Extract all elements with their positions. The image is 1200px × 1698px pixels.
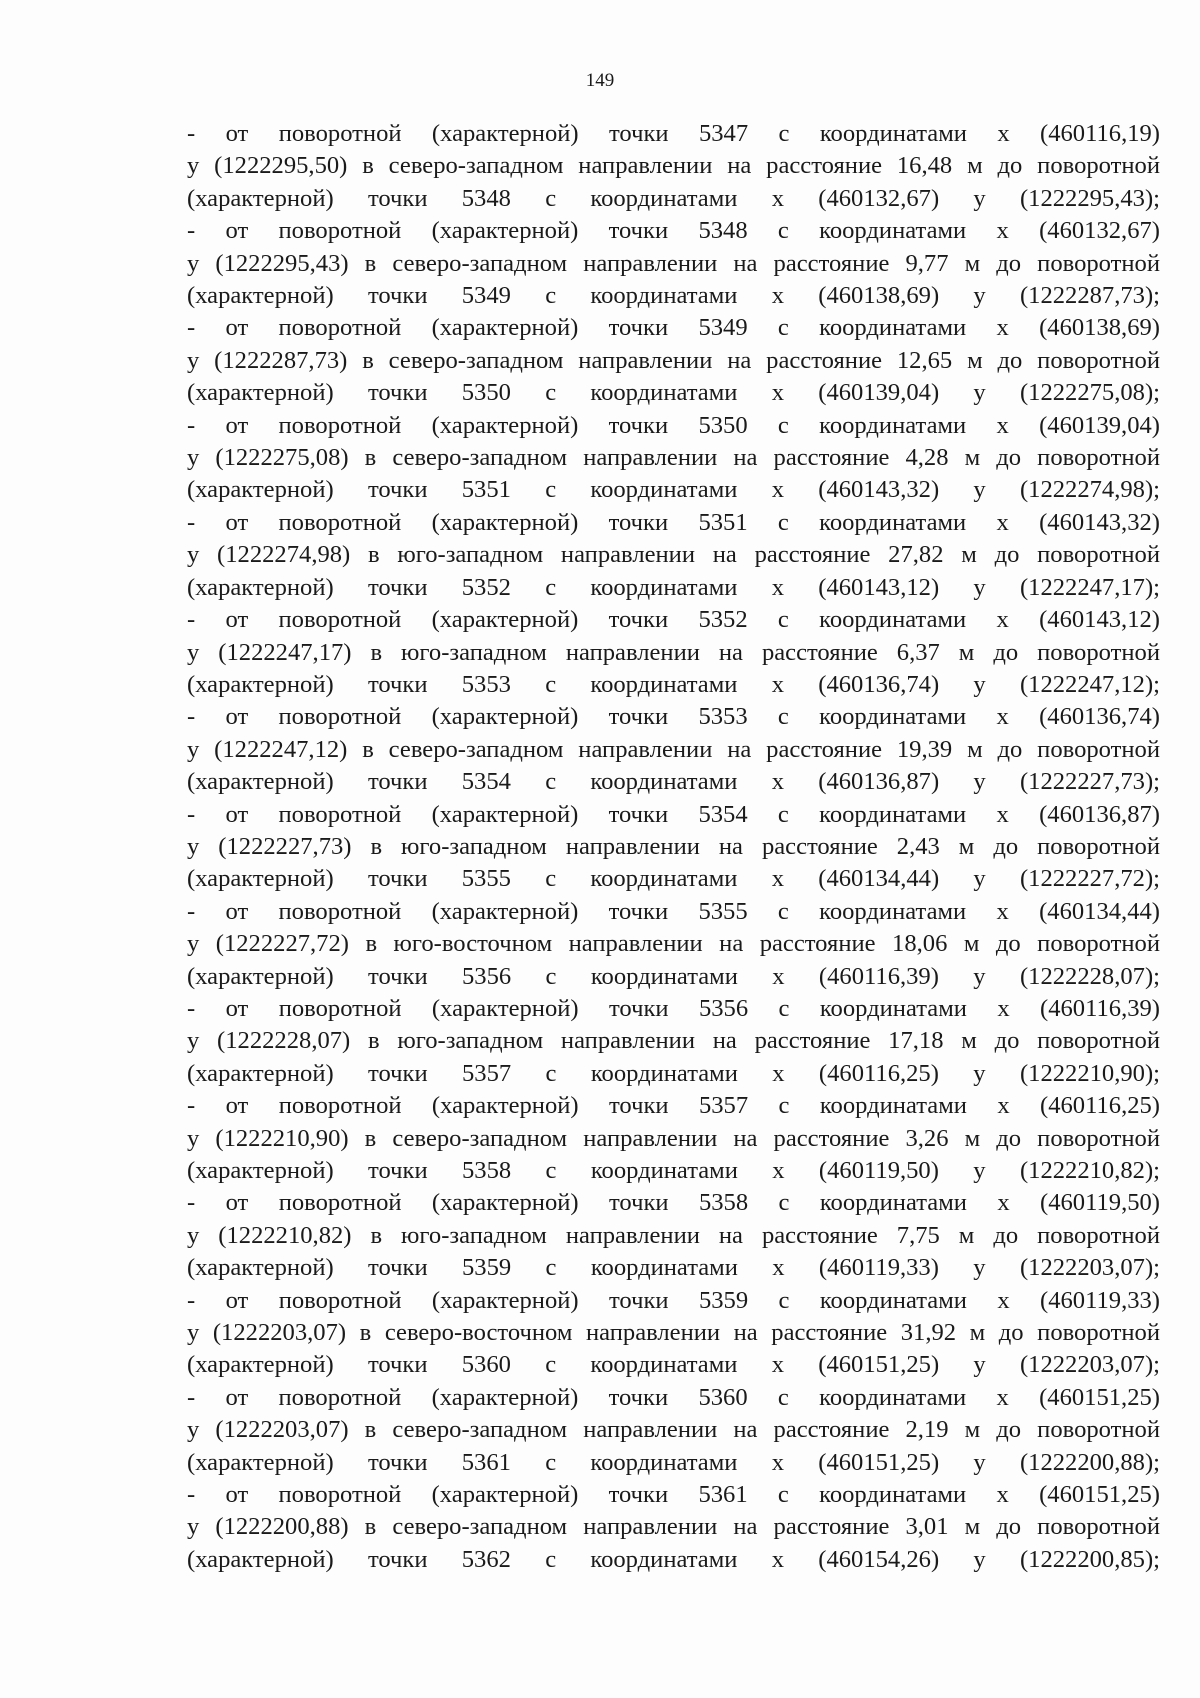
paragraph-line: - от поворотной (характерной) точки 5352 с координатами х (460143,12) — [187, 606, 1160, 634]
paragraph-line: (характерной) точки 5353 с координатами х (460136,74) у (1222247,12); — [187, 670, 1160, 698]
page-number: 149 — [585, 70, 615, 91]
boundary-point-paragraph — [117, 896, 1160, 993]
paragraph-line: - от поворотной (характерной) точки 5349 с координатами х (460138,69) — [187, 314, 1160, 342]
paragraph-line: у (1222210,82) в юго-западном направлении на расстояние 7,75 м до поворотной — [187, 1221, 1160, 1249]
paragraph-line: - от поворотной (характерной) точки 5354 с координатами х (460136,87) — [187, 800, 1160, 828]
paragraph-line: у (1222275,08) в северо-западном направлении на расстояние 4,28 м до поворотной — [187, 444, 1160, 472]
paragraph-line: у (1222203,07) в северо-западном направлении на расстояние 2,19 м до поворотной — [187, 1416, 1160, 1444]
boundary-point-paragraph — [117, 215, 1160, 312]
paragraph-line: - от поворотной (характерной) точки 5347 с координатами х (460116,19) — [187, 120, 1160, 147]
paragraph-line: у (1222295,50) в северо-западном направлении на расстояние 16,48 м до поворотной — [187, 152, 1160, 180]
paragraph-line: - от поворотной (характерной) точки 5359 с координатами х (460119,33) — [187, 1286, 1160, 1314]
paragraph-line: (характерной) точки 5361 с координатами х (460151,25) у (1222200,88); — [187, 1448, 1160, 1476]
paragraph-line: (характерной) точки 5355 с координатами х (460134,44) у (1222227,72); — [187, 865, 1160, 893]
paragraph-line: - от поворотной (характерной) точки 5356 с координатами х (460116,39) — [187, 994, 1160, 1022]
paragraph-line: - от поворотной (характерной) точки 5360 с координатами х (460151,25) — [187, 1383, 1160, 1411]
boundary-point-paragraph — [117, 410, 1160, 507]
boundary-point-paragraph — [117, 604, 1160, 701]
paragraph-line: (характерной) точки 5358 с координатами х (460119,50) у (1222210,82); — [187, 1157, 1160, 1184]
boundary-point-paragraph — [117, 993, 1160, 1090]
paragraph-line: - от поворотной (характерной) точки 5350 с координатами х (460139,04) — [187, 411, 1160, 439]
paragraph-line: (характерной) точки 5356 с координатами х (460116,39) у (1222228,07); — [187, 962, 1160, 990]
paragraph-line: (характерной) точки 5349 с координатами х (460138,69) у (1222287,73); — [187, 282, 1160, 310]
boundary-point-paragraph — [117, 701, 1160, 798]
paragraph-line: (характерной) точки 5360 с координатами х (460151,25) у (1222203,07); — [187, 1351, 1160, 1379]
paragraph-line: (характерной) точки 5351 с координатами х (460143,32) у (1222274,98); — [187, 476, 1160, 504]
boundary-point-paragraph — [117, 1187, 1160, 1284]
paragraph-line: у (1222210,90) в северо-западном направлении на расстояние 3,26 м до поворотной — [187, 1124, 1160, 1152]
paragraph-line: у (1222247,17) в юго-западном направлении на расстояние 6,37 м до поворотной — [187, 638, 1160, 666]
paragraph-line: у (1222203,07) в северо-восточном направлении на расстояние 31,92 м до поворотной — [187, 1319, 1160, 1347]
paragraph-line: у (1222227,72) в юго-восточном направлении на расстояние 18,06 м до поворотной — [187, 930, 1160, 958]
paragraph-line: - от поворотной (характерной) точки 5357 с координатами х (460116,25) — [187, 1092, 1160, 1120]
paragraph-line: (характерной) точки 5354 с координатами х (460136,87) у (1222227,73); — [187, 768, 1160, 796]
boundary-point-paragraph — [117, 118, 1160, 215]
paragraph-line: у (1222228,07) в юго-западном направлении на расстояние 17,18 м до поворотной — [187, 1027, 1160, 1055]
paragraph-line: - от поворотной (характерной) точки 5361 с координатами х (460151,25) — [187, 1481, 1160, 1509]
paragraph-line: - от поворотной (характерной) точки 5355 с координатами х (460134,44) — [187, 897, 1160, 925]
boundary-point-paragraph — [117, 1285, 1160, 1382]
paragraph-line: у (1222200,88) в северо-западном направлении на расстояние 3,01 м до поворотной — [187, 1513, 1160, 1541]
paragraph-line: (характерной) точки 5352 с координатами х (460143,12) у (1222247,17); — [187, 573, 1160, 601]
boundary-point-paragraph — [117, 312, 1160, 409]
paragraph-line: (характерной) точки 5350 с координатами х (460139,04) у (1222275,08); — [187, 379, 1160, 407]
boundary-point-paragraph — [117, 799, 1160, 896]
paragraph-line: у (1222227,73) в юго-западном направлении на расстояние 2,43 м до поворотной — [187, 832, 1160, 860]
paragraph-line: (характерной) точки 5359 с координатами х (460119,33) у (1222203,07); — [187, 1254, 1160, 1282]
paragraph-line: - от поворотной (характерной) точки 5353 с координатами х (460136,74) — [187, 703, 1160, 731]
paragraph-line: - от поворотной (характерной) точки 5351 с координатами х (460143,32) — [187, 508, 1160, 536]
boundary-point-paragraph — [117, 1479, 1160, 1576]
paragraph-line: (характерной) точки 5362 с координатами х (460154,26) у (1222200,85); — [187, 1545, 1160, 1573]
paragraph-line: - от поворотной (характерной) точки 5358 с координатами х (460119,50) — [187, 1189, 1160, 1217]
paragraph-line: у (1222295,43) в северо-западном направлении на расстояние 9,77 м до поворотной — [187, 249, 1160, 277]
paragraph-line: у (1222274,98) в юго-западном направлении на расстояние 27,82 м до поворотной — [187, 541, 1160, 569]
paragraph-list — [117, 118, 1160, 1576]
paragraph-line: у (1222287,73) в северо-западном направлении на расстояние 12,65 м до поворотной — [187, 346, 1160, 374]
paragraph-line: (характерной) точки 5357 с координатами х (460116,25) у (1222210,90); — [187, 1059, 1160, 1087]
paragraph-line: у (1222247,12) в северо-западном направлении на расстояние 19,39 м до поворотной — [187, 735, 1160, 763]
paragraph-line: (характерной) точки 5348 с координатами х (460132,67) у (1222295,43); — [187, 184, 1160, 212]
boundary-point-paragraph — [117, 1382, 1160, 1479]
paragraph-line: - от поворотной (характерной) точки 5348 с координатами х (460132,67) — [187, 217, 1160, 245]
boundary-point-paragraph — [117, 1090, 1160, 1187]
boundary-point-paragraph — [117, 507, 1160, 604]
